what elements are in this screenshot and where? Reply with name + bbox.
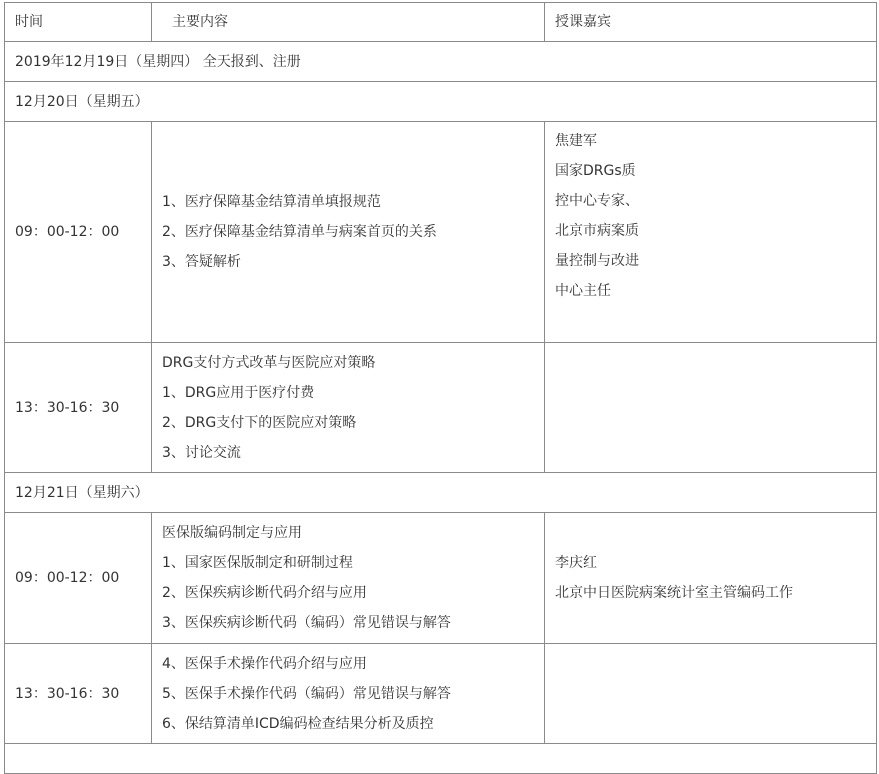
session-time: 13：30-16：30 xyxy=(5,343,152,473)
speaker-line: 中心主任 xyxy=(555,283,611,299)
session-time: 09：00-12：00 xyxy=(5,513,152,644)
table-continuation-row xyxy=(5,744,877,774)
session-row xyxy=(5,343,877,473)
day-label-dec20: 12月20日（星期五） xyxy=(5,82,877,122)
header-speaker: 授课嘉宾 xyxy=(545,3,877,42)
session-content xyxy=(152,343,545,473)
speaker-line: 北京市病案质 xyxy=(555,223,639,239)
header-content: 主要内容 xyxy=(152,3,545,42)
content-line: 3、答疑解析 xyxy=(162,254,241,270)
content-line: 2、医疗保障基金结算清单与病案首页的关系 xyxy=(162,224,437,240)
session-speaker xyxy=(545,122,877,343)
header-time: 时间 xyxy=(5,3,152,42)
session-content xyxy=(152,513,545,644)
session-speaker xyxy=(545,343,877,473)
content-line: 2、DRG支付下的医院应对策略 xyxy=(162,414,357,431)
speaker-line: 量控制与改进 xyxy=(555,253,639,269)
session-time: 09：00-12：00 xyxy=(5,122,152,343)
session-row xyxy=(5,644,877,744)
session-speaker xyxy=(545,513,877,644)
content-line: 1、DRG应用于医疗付费 xyxy=(162,384,315,401)
speaker-line: 控中心专家、 xyxy=(555,193,639,209)
content-line: 3、医保疾病诊断代码（编码）常见错误与解答 xyxy=(162,615,451,631)
content-line: DRG支付方式改革与医院应对策略 xyxy=(162,354,376,371)
session-row xyxy=(5,122,877,343)
speaker-line: 李庆红 xyxy=(555,555,597,571)
speaker-line: 焦建军 xyxy=(555,133,597,149)
day-label-dec19: 2019年12月19日（星期四） 全天报到、注册 xyxy=(5,42,877,82)
content-line: 2、医保疾病诊断代码介绍与应用 xyxy=(162,585,367,601)
day-row xyxy=(5,473,877,513)
content-line: 3、讨论交流 xyxy=(162,444,241,461)
content-line: 5、医保手术操作代码（编码）常见错误与解答 xyxy=(162,685,451,702)
content-line: 4、医保手术操作代码介绍与应用 xyxy=(162,655,367,672)
content-line: 医保版编码制定与应用 xyxy=(162,525,302,541)
speaker-line: 北京中日医院病案统计室主管编码工作 xyxy=(555,585,793,601)
session-time: 13：30-16：30 xyxy=(5,644,152,744)
content-line: 1、医疗保障基金结算清单填报规范 xyxy=(162,194,381,210)
day-label-dec21: 12月21日（星期六） xyxy=(5,473,877,513)
speaker-line: 国家DRGs质 xyxy=(555,163,636,179)
content-line: 1、国家医保版制定和研制过程 xyxy=(162,555,353,571)
header-row xyxy=(5,3,877,42)
session-content xyxy=(152,644,545,744)
day-row xyxy=(5,82,877,122)
schedule-table xyxy=(4,2,877,774)
session-speaker xyxy=(545,644,877,744)
day-row xyxy=(5,42,877,82)
continuation-cell xyxy=(5,744,877,774)
session-row xyxy=(5,513,877,644)
content-line: 6、保结算清单ICD编码检查结果分析及质控 xyxy=(162,715,434,732)
session-content xyxy=(152,122,545,343)
